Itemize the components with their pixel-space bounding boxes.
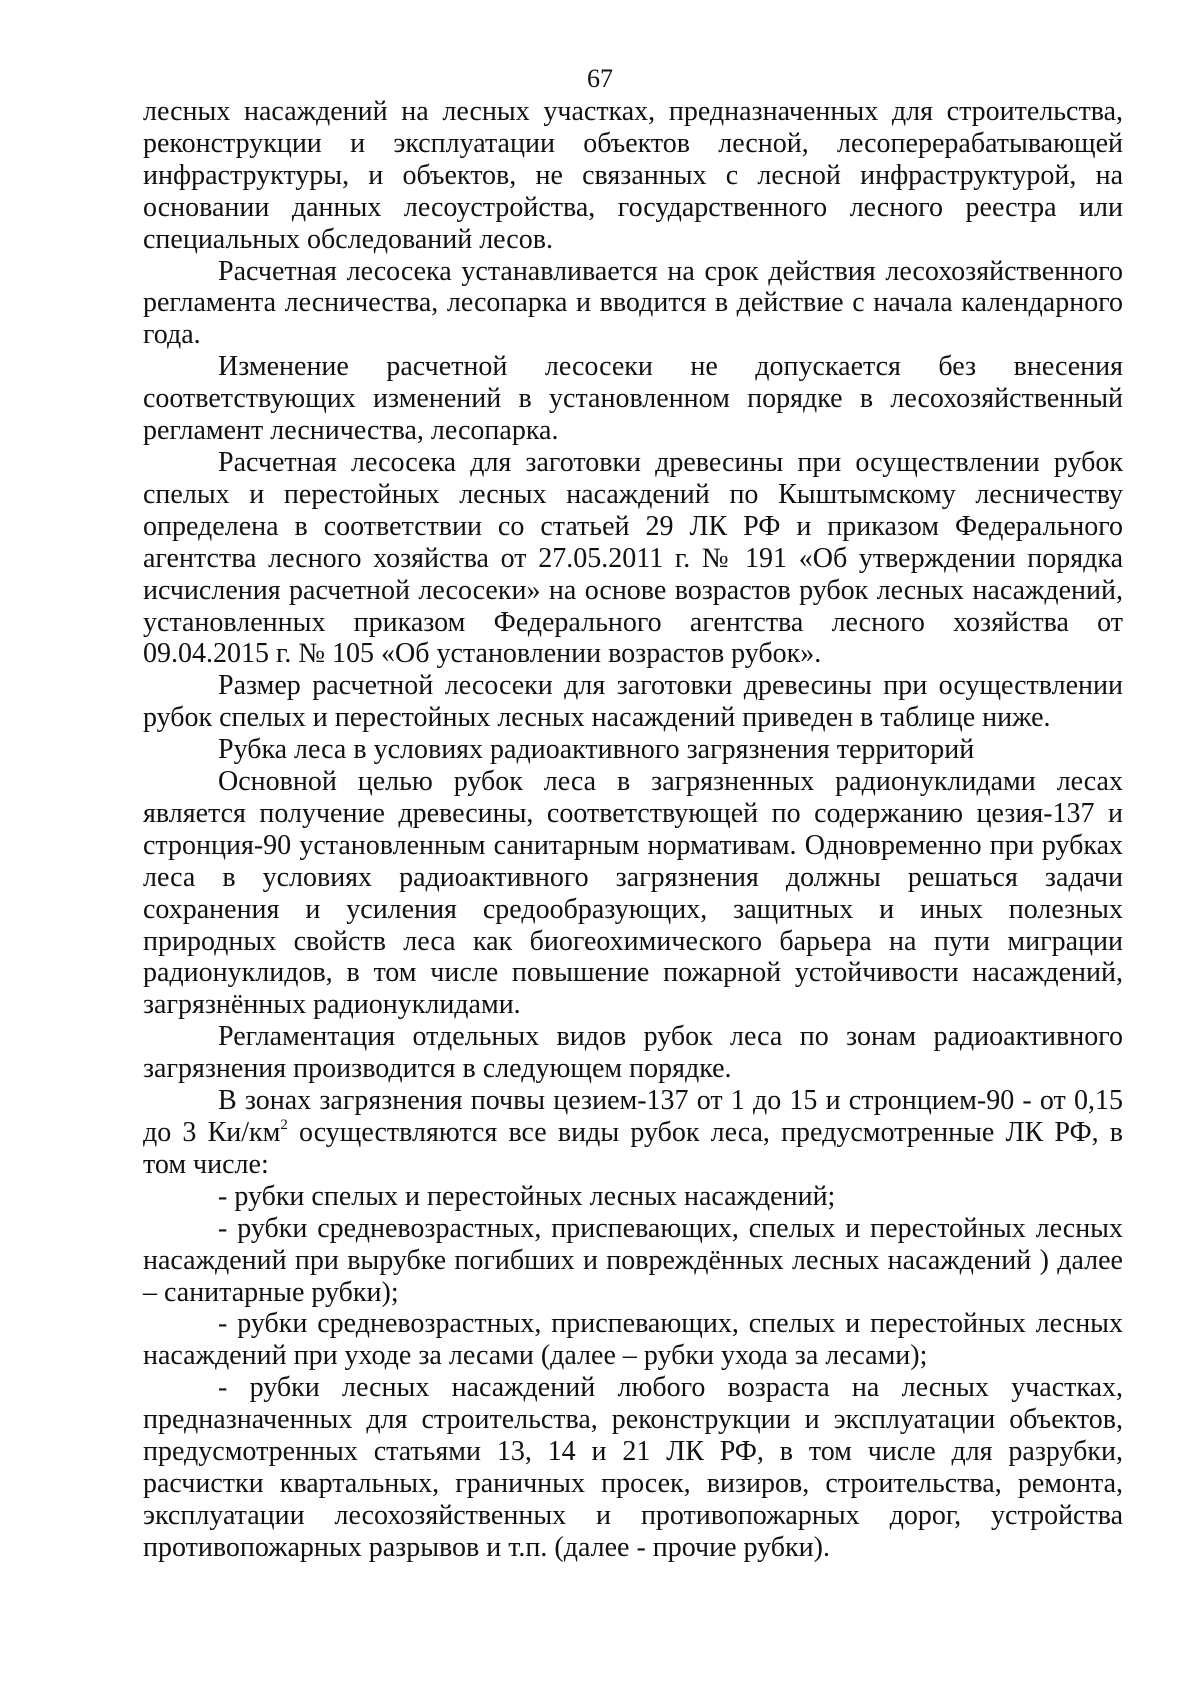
document-body	[143, 96, 1123, 1564]
section-heading-radioactive: Рубка леса в условиях радиоактивного загрязнения территорий	[218, 734, 975, 766]
paragraph-cutting-size: Размер расчетной лесосеки для заготовки древесины при осуществлении рубок спелых и перестойных лесных насаждений приведен в таблице ниже.	[143, 670, 1123, 734]
paragraph-cutting-change: Изменение расчетной лесосеки не допускается без внесения соответствующих изменений в установленном порядке в лесохозяйственный регламент лесничества, лесопарка.	[143, 351, 1123, 447]
contamination-text-end: осуществляются все виды рубок леса, предусмотренные ЛК РФ, в том числе:	[143, 1117, 1123, 1180]
paragraph-cutting-determination: Расчетная лесосека для заготовки древесины при осуществлении рубок спелых и перестойных лесных насаждений по Кыштымскому лесничеству определена в соответствии со статьей 29 ЛК РФ и приказом Федерального агентства лесного хозяйства от 27.05.2011 г. № 191 «Об утверждении порядка исчисления расчетной лесосеки» на основе возрастов рубок лесных насаждений, установленных приказом Федерального агентства лесного хозяйства от 09.04.2015 г. № 105 «Об установлении возрастов рубок».	[143, 446, 1123, 670]
list-item-mature-cutting: - рубки спелых и перестойных лесных насаждений;	[218, 1180, 836, 1212]
page-number: 67	[587, 64, 613, 93]
list-item-care-cutting: - рубки средневозрастных, приспевающих, спелых и перестойных лесных насаждений при уходе за лесами (далее – рубки ухода за лесами);	[143, 1308, 1123, 1372]
paragraph-main-goal: Основной целью рубок леса в загрязненных радионуклидами лесах является получение древесины, соответствующей по содержанию цезия-137 и стронция-90 установленным санитарным нормативам. Одновременно при рубках леса в условиях радиоактивного загрязнения должны решаться задачи сохранения и усиления средообразующих, защитных и иных полезных природных свойств леса как биогеохимического барьера на пути миграции радионуклидов, в том числе повышение пожарной устойчивости насаждений, загрязнённых радионуклидами.	[143, 766, 1123, 1021]
superscript-2: 2	[280, 1117, 288, 1133]
paragraph-cutting-period: Расчетная лесосека устанавливается на срок действия лесохозяйственного регламента лесничества, лесопарка и вводится в действие с начала календарного года.	[143, 255, 1123, 351]
contamination-text-start: В зонах загрязнения почвы цезием-137 от 1 до 15 и стронцием-90 - от 0,15 до 3 Ки/км	[143, 1085, 1123, 1148]
list-item-other-cutting: - рубки лесных насаждений любого возраста на лесных участках, предназначенных для строительства, реконструкции и эксплуатации объектов, предусмотренных статьями 13, 14 и 21 ЛК РФ, в том числе для разрубки, расчистки квартальных, граничных просек, визиров, строительства, ремонта, эксплуатации лесохозяйственных и противопожарных дорог, устройства противопожарных разрывов и т.п. (далее - прочие рубки).	[143, 1372, 1123, 1563]
paragraph-contamination-zones	[143, 1085, 1123, 1181]
paragraph-continuation: лесных насаждений на лесных участках, предназначенных для строительства, реконструкции и эксплуатации объектов лесной, лесоперерабатывающей инфраструктуры, и объектов, не связанных с лесной инфраструктурой, на основании данных лесоустройства, государственного лесного реестра или специальных обследований лесов.	[143, 96, 1123, 255]
paragraph-regulation: Регламентация отдельных видов рубок леса по зонам радиоактивного загрязнения производится в следующем порядке.	[143, 1021, 1123, 1085]
list-item-sanitary-cutting: - рубки средневозрастных, приспевающих, спелых и перестойных лесных насаждений при вырубке погибших и повреждённых лесных насаждений ) далее – санитарные рубки);	[143, 1212, 1123, 1308]
